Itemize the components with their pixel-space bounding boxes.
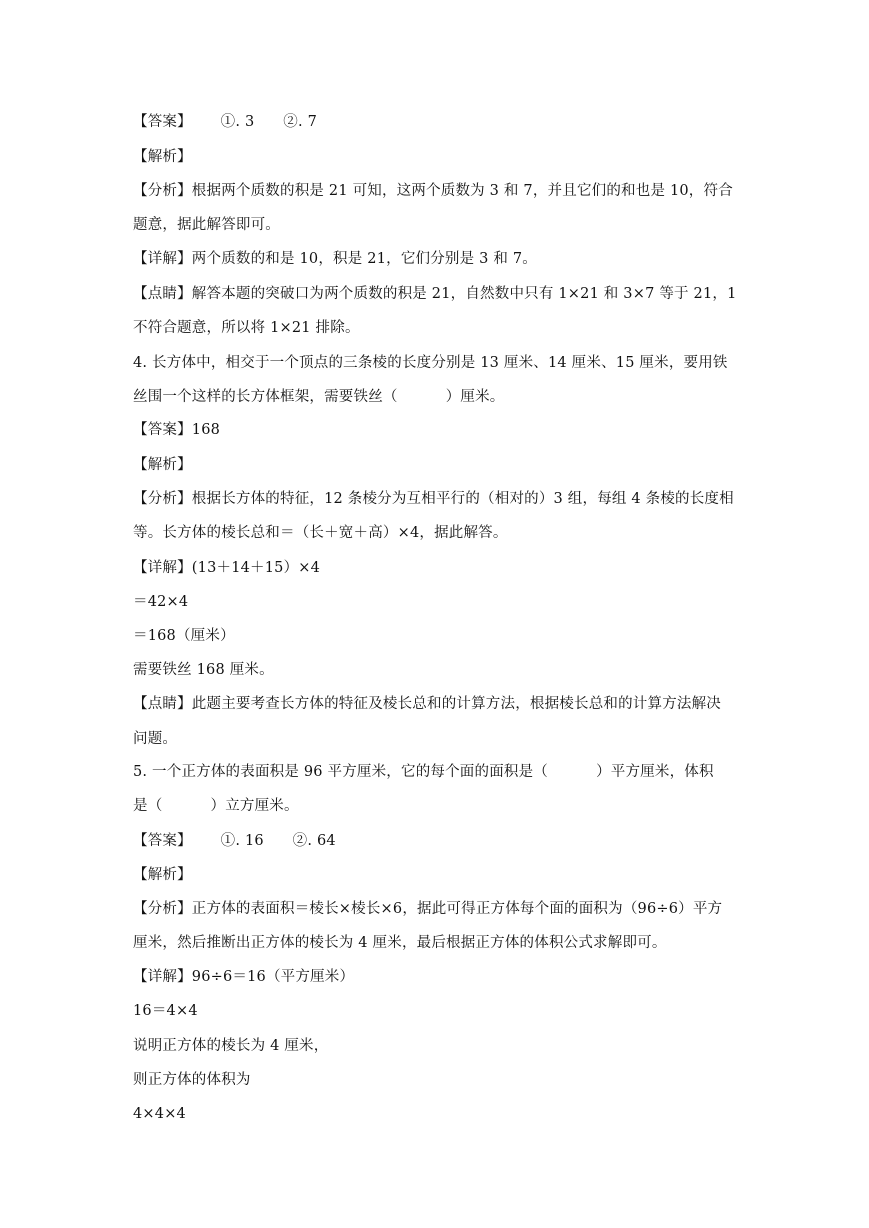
detail-text: 说明正方体的棱长为 4 厘米， [133,1038,329,1054]
comment-text: 【点睛】此题主要考查长方体的特征及棱长总和的计算方法，根据棱长总和的计算方法解决 [133,696,721,712]
comment-text: 【点睛】解答本题的突破口为两个质数的积是 21，自然数中只有 1×21 和 3×7 等于 21，1 [133,286,737,302]
analysis-heading: 【解析】 [133,149,192,165]
detail-text: ＝42×4 [133,594,189,610]
detail-text: ＝168（厘米） [133,628,235,644]
question-text: 是（ ）立方厘米。 [133,798,299,814]
detail-text: 【详解】两个质数的和是 10，积是 21，它们分别是 3 和 7。 [133,251,537,267]
analysis-heading: 【解析】 [133,457,192,473]
detail-text: 【详解】(13＋14＋15）×4 [133,560,321,576]
analysis-text: 【分析】根据长方体的特征，12 条棱分为互相平行的（相对的）3 组，每组 4 条棱的长度相 [133,491,734,507]
analysis-text: 【分析】正方体的表面积＝棱长×棱长×6，据此可得正方体每个面的面积为（96÷6）平方 [133,901,723,917]
answer-line: 【答案】 ①. 16 ②. 64 [133,833,336,849]
analysis-text: 【分析】根据两个质数的积是 21 可知，这两个质数为 3 和 7，并且它们的和也是 10，符合 [133,183,733,199]
question-text: 丝围一个这样的长方体框架，需要铁丝（ ）厘米。 [133,389,505,405]
question-text: 5. 一个正方体的表面积是 96 平方厘米，它的每个面的面积是（ ）平方厘米，体积 [133,764,714,780]
comment-text: 不符合题意，所以将 1×21 排除。 [133,320,360,336]
answer-line: 【答案】 ①. 3 ②. 7 [133,114,317,130]
analysis-text: 等。长方体的棱长总和＝（长＋宽＋高）×4，据此解答。 [133,525,508,541]
analysis-heading: 【解析】 [133,867,192,883]
detail-text: 则正方体的体积为 [133,1072,251,1088]
detail-text: 4×4×4 [133,1106,186,1122]
analysis-text: 题意，据此解答即可。 [133,217,280,233]
analysis-text: 厘米，然后推断出正方体的棱长为 4 厘米，最后根据正方体的体积公式求解即可。 [133,935,667,951]
comment-text: 问题。 [133,731,178,747]
detail-text: 【详解】96÷6＝16（平方厘米） [133,969,355,985]
detail-text: 需要铁丝 168 厘米。 [133,662,274,678]
detail-text: 16＝4×4 [133,1003,198,1019]
question-text: 4. 长方体中，相交于一个顶点的三条棱的长度分别是 13 厘米、14 厘米、15 厘米，要用铁 [133,355,728,371]
answer-line: 【答案】168 [133,422,221,438]
